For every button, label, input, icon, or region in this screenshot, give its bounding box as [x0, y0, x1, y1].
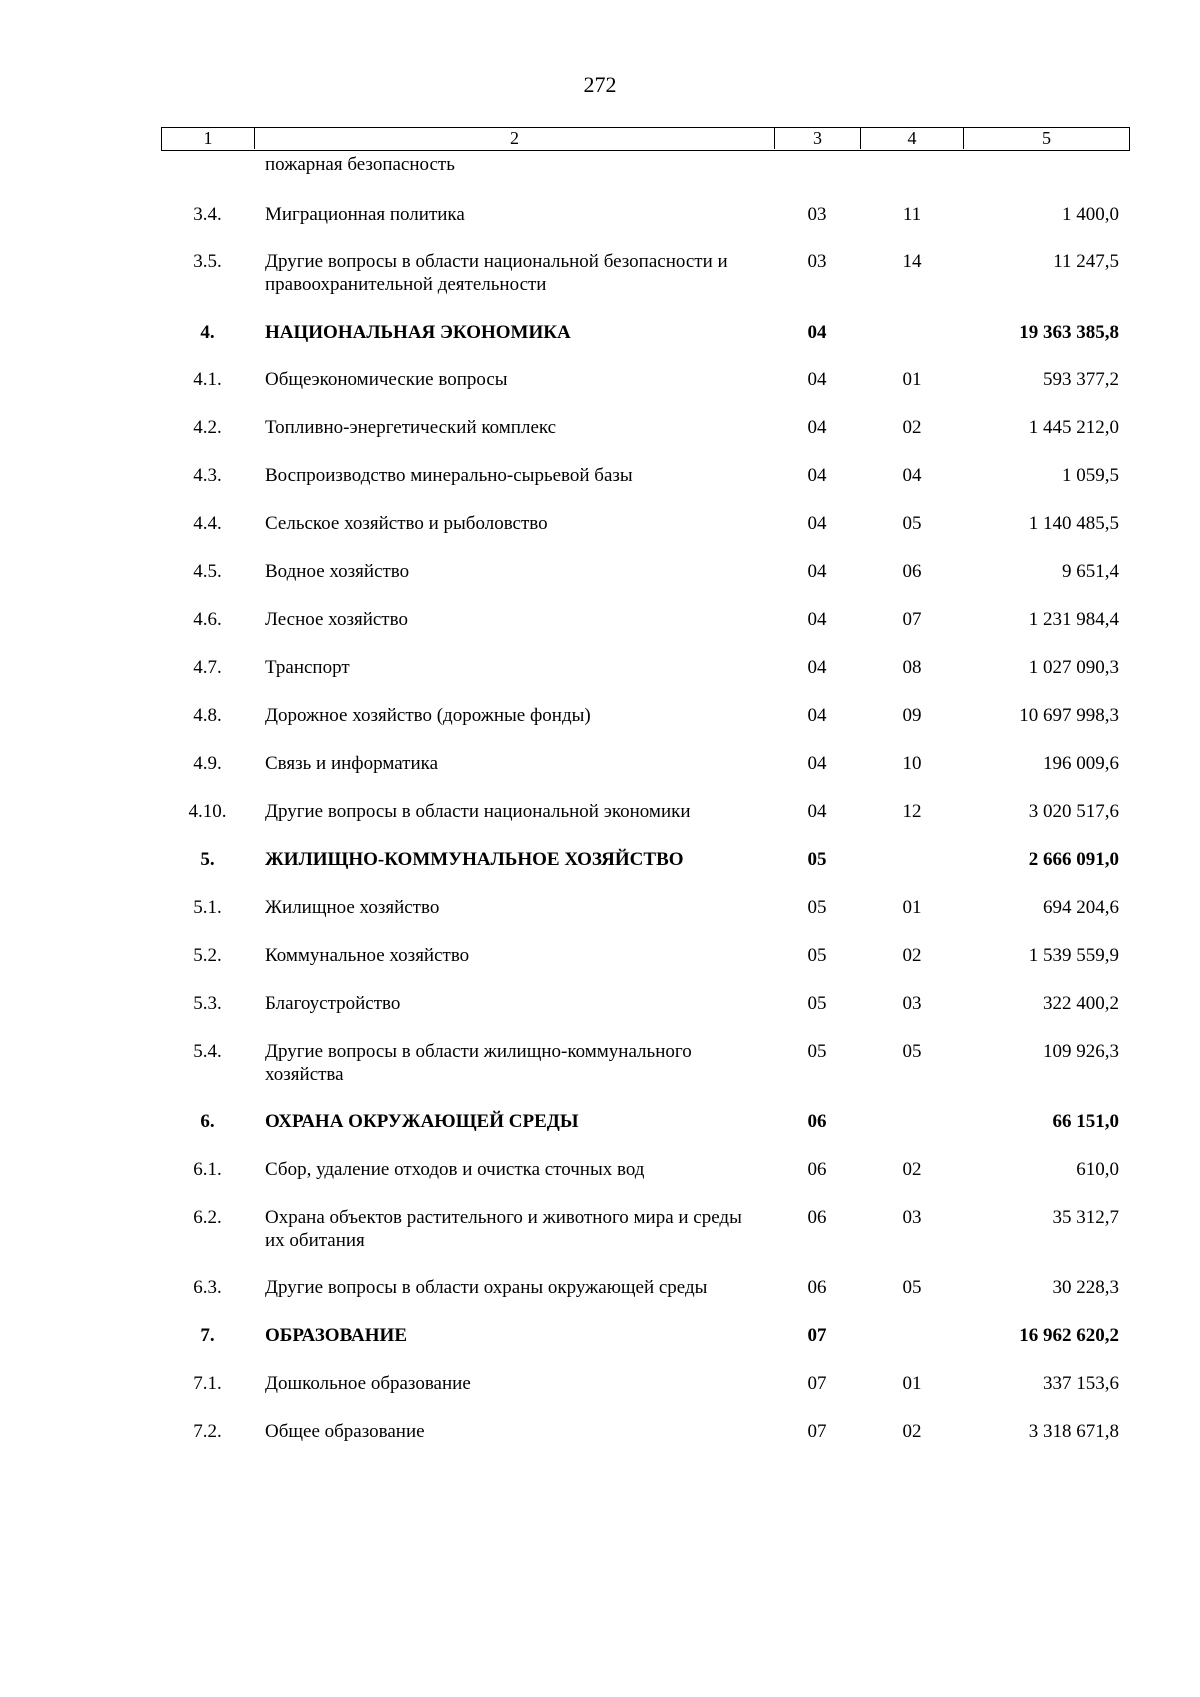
row-amount: 610,0: [1076, 1159, 1119, 1180]
row-amount: 30 228,3: [1052, 1277, 1119, 1298]
row-number: 4.8.: [193, 705, 222, 726]
row-subsection: 02: [902, 1421, 922, 1442]
row-amount: 1 400,0: [1062, 204, 1119, 225]
row-section: 04: [807, 369, 827, 390]
row-subsection: 04: [902, 465, 922, 486]
header-col-3: 3: [775, 128, 861, 149]
row-subsection: 11: [902, 204, 922, 225]
row-section: 06: [807, 1207, 827, 1228]
row-number: 4.2.: [193, 417, 222, 438]
row-name: Общее образование: [265, 1421, 425, 1442]
row-section: 03: [807, 204, 827, 225]
row-amount: 322 400,2: [1043, 993, 1119, 1014]
row-name: НАЦИОНАЛЬНАЯ ЭКОНОМИКА: [265, 322, 571, 343]
row-number: 4.7.: [193, 657, 222, 678]
row-amount: 1 059,5: [1062, 465, 1119, 486]
row-subsection: 02: [902, 417, 922, 438]
row-subsection: 03: [902, 993, 922, 1014]
header-col-2: 2: [255, 128, 775, 149]
row-amount: 1 231 984,4: [1028, 609, 1119, 630]
row-number: 5.2.: [193, 945, 222, 966]
row-number: 6.1.: [193, 1159, 222, 1180]
row-number: 4.: [200, 322, 215, 343]
row-name: Водное хозяйство: [265, 561, 410, 582]
table-header: [161, 127, 1130, 151]
row-name: ОХРАНА ОКРУЖАЮЩЕЙ СРЕДЫ: [265, 1111, 579, 1132]
row-number: 4.10.: [188, 801, 227, 822]
row-section: 06: [807, 1111, 827, 1132]
row-name: Воспроизводство минерально-сырьевой базы: [265, 465, 633, 486]
row-number: 6.: [200, 1111, 215, 1132]
row-subsection: 10: [902, 753, 922, 774]
continuation-text: пожарная безопасность: [265, 154, 455, 175]
row-amount: 3 020 517,6: [1028, 801, 1119, 822]
row-number: 4.9.: [193, 753, 222, 774]
row-name: Лесное хозяйство: [265, 609, 408, 630]
row-subsection: 05: [902, 1041, 922, 1062]
row-section: 07: [807, 1325, 827, 1346]
row-section: 06: [807, 1277, 827, 1298]
row-amount: 1 140 485,5: [1028, 513, 1119, 534]
row-amount: 2 666 091,0: [1028, 849, 1119, 870]
row-number: 4.3.: [193, 465, 222, 486]
row-section: 04: [807, 513, 827, 534]
row-section: 04: [807, 657, 827, 678]
row-section: 04: [807, 801, 827, 822]
row-amount: 1 539 559,9: [1028, 945, 1119, 966]
row-subsection: 08: [902, 657, 922, 678]
row-name: Другие вопросы в области национальной безопасности и правоохранительной деятельности: [265, 251, 728, 295]
row-subsection: 02: [902, 1159, 922, 1180]
row-section: 07: [807, 1421, 827, 1442]
row-number: 3.5.: [193, 251, 222, 272]
row-amount: 16 962 620,2: [1019, 1325, 1119, 1346]
row-amount: 1 027 090,3: [1028, 657, 1119, 678]
row-section: 04: [807, 753, 827, 774]
row-name: Охрана объектов растительного и животного мира и среды их обитания: [265, 1207, 742, 1251]
row-section: 06: [807, 1159, 827, 1180]
row-subsection: 06: [902, 561, 922, 582]
row-name: Дошкольное образование: [265, 1373, 471, 1394]
header-col-4: 4: [861, 128, 964, 149]
row-name: Сельское хозяйство и рыболовство: [265, 513, 548, 534]
row-number: 7.1.: [193, 1373, 222, 1394]
row-section: 04: [807, 561, 827, 582]
row-section: 05: [807, 897, 827, 918]
row-name: Сбор, удаление отходов и очистка сточных вод: [265, 1159, 645, 1180]
row-section: 07: [807, 1373, 827, 1394]
row-number: 5.4.: [193, 1041, 222, 1062]
row-number: 3.4.: [193, 204, 222, 225]
row-number: 5.3.: [193, 993, 222, 1014]
row-subsection: 05: [902, 513, 922, 534]
row-name: Другие вопросы в области национальной экономики: [265, 801, 691, 822]
row-amount: 1 445 212,0: [1028, 417, 1119, 438]
row-name: ЖИЛИЩНО-КОММУНАЛЬНОЕ ХОЗЯЙСТВО: [265, 849, 684, 870]
row-section: 05: [807, 945, 827, 966]
row-name: Другие вопросы в области охраны окружающей среды: [265, 1277, 708, 1298]
row-name: Другие вопросы в области жилищно-коммунального хозяйства: [265, 1041, 692, 1085]
row-subsection: 02: [902, 945, 922, 966]
row-amount: 9 651,4: [1062, 561, 1119, 582]
row-section: 05: [807, 849, 827, 870]
row-amount: 35 312,7: [1052, 1207, 1119, 1228]
page-number: 272: [583, 72, 617, 97]
row-amount: 593 377,2: [1043, 369, 1119, 390]
row-amount: 196 009,6: [1043, 753, 1119, 774]
row-section: 05: [807, 1041, 827, 1062]
row-amount: 11 247,5: [1053, 251, 1119, 272]
row-name: Дорожное хозяйство (дорожные фонды): [265, 705, 591, 726]
row-amount: 19 363 385,8: [1019, 322, 1119, 343]
row-section: 04: [807, 417, 827, 438]
row-name: Коммунальное хозяйство: [265, 945, 470, 966]
row-section: 04: [807, 465, 827, 486]
row-number: 5.: [200, 849, 215, 870]
row-number: 4.1.: [193, 369, 222, 390]
row-subsection: 01: [902, 1373, 922, 1394]
row-amount: 337 153,6: [1043, 1373, 1119, 1394]
row-amount: 10 697 998,3: [1019, 705, 1119, 726]
row-name: Благоустройство: [265, 993, 401, 1014]
row-name: Транспорт: [265, 657, 350, 678]
row-number: 6.3.: [193, 1277, 222, 1298]
row-number: 4.6.: [193, 609, 222, 630]
row-subsection: 09: [902, 705, 922, 726]
row-subsection: 01: [902, 369, 922, 390]
row-amount: 109 926,3: [1043, 1041, 1119, 1062]
row-section: 05: [807, 993, 827, 1014]
row-section: 03: [807, 251, 827, 272]
row-name: Общеэкономические вопросы: [265, 369, 508, 390]
row-subsection: 01: [902, 897, 922, 918]
row-number: 5.1.: [193, 897, 222, 918]
row-number: 7.: [200, 1325, 215, 1346]
header-col-1: 1: [162, 128, 255, 149]
row-section: 04: [807, 609, 827, 630]
row-amount: 694 204,6: [1043, 897, 1119, 918]
row-section: 04: [807, 322, 827, 343]
row-subsection: 14: [902, 251, 922, 272]
row-subsection: 07: [902, 609, 922, 630]
row-section: 04: [807, 705, 827, 726]
row-name: Жилищное хозяйство: [265, 897, 440, 918]
row-name: ОБРАЗОВАНИЕ: [265, 1325, 407, 1346]
row-subsection: 05: [902, 1277, 922, 1298]
row-number: 4.4.: [193, 513, 222, 534]
row-name: Топливно-энергетический комплекс: [265, 417, 557, 438]
row-subsection: 12: [902, 801, 922, 822]
row-number: 4.5.: [193, 561, 222, 582]
row-subsection: 03: [902, 1207, 922, 1228]
row-amount: 66 151,0: [1052, 1111, 1119, 1132]
row-number: 6.2.: [193, 1207, 222, 1228]
row-name: Миграционная политика: [265, 204, 465, 225]
row-name: Связь и информатика: [265, 753, 439, 774]
row-amount: 3 318 671,8: [1028, 1421, 1119, 1442]
row-number: 7.2.: [193, 1421, 222, 1442]
header-col-5: 5: [1042, 128, 1051, 148]
